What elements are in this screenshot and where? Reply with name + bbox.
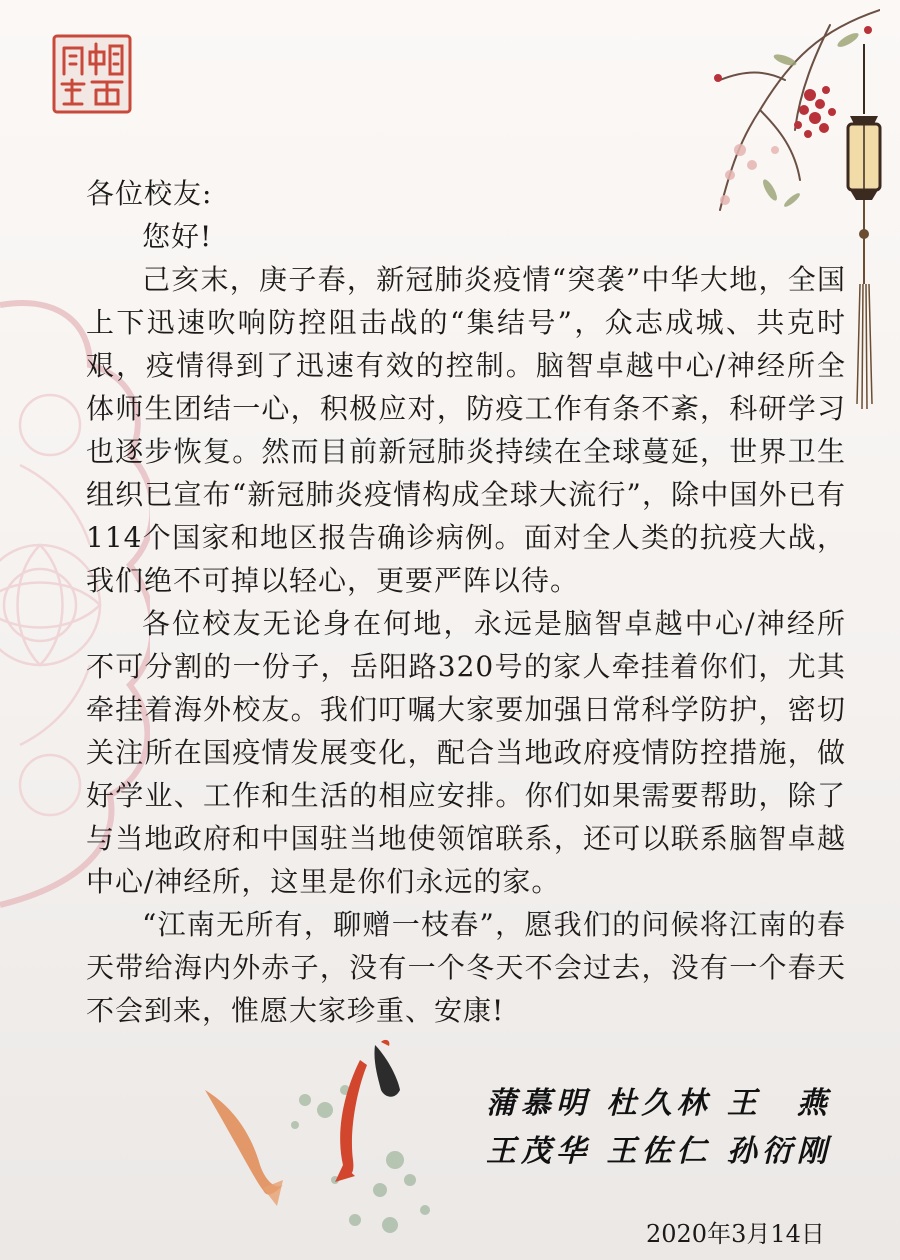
letter-greeting: 各位校友: bbox=[86, 177, 213, 210]
signature-line: 蒲慕明 杜久林 王 燕 bbox=[486, 1086, 832, 1121]
letter-paragraph: 己亥末，庚子春，新冠肺炎疫情“突袭”中华大地，全国上下迅速吹响防控阻击战的“集结号”，众志成城、共克时艰，疫情得到了迅速有效的控制。脑智卓越中心/神经所全体师生团结一心，积极应对，防疫工作有条不紊，科研学习也逐步恢复。然而目前新冠肺炎持续在全球蔓延，世界卫生组织已宣布“新冠肺炎疫情构成全球大流行”，除中国外已有114个国家和地区报告确诊病例。面对全人类的抗疫大战，我们绝不可掉以轻心，更要严阵以待。 bbox=[86, 263, 846, 597]
signature-line: 王茂华 王佐仁 孙衍刚 bbox=[486, 1134, 832, 1169]
koi-fish-decoration bbox=[185, 1030, 455, 1250]
letter-date: 2020年3月14日 bbox=[646, 1220, 825, 1248]
letter-body bbox=[86, 172, 846, 1032]
institute-seal-logo bbox=[52, 34, 132, 114]
letter-paragraph: “江南无所有，聊赠一枝春”，愿我们的问候将江南的春天带给海内外赤子，没有一个冬天不会过去，没有一个春天不会到来，惟愿大家珍重、安康! bbox=[86, 908, 846, 1027]
letter-paragraph: 各位校友无论身在何地，永远是脑智卓越中心/神经所不可分割的一份子，岳阳路320号的家人牵挂着你们，尤其牵挂着海外校友。我们叮嘱大家要加强日常科学防护，密切关注所在国疫情发展变化，配合当地政府疫情防控措施，做好学业、工作和生活的相应安排。你们如果需要帮助，除了与当地政府和中国驻当地使领馆联系，还可以联系脑智卓越中心/神经所，这里是你们永远的家。 bbox=[86, 607, 846, 898]
letter-salutation: 您好! bbox=[142, 220, 213, 253]
signature-block bbox=[486, 1080, 832, 1176]
